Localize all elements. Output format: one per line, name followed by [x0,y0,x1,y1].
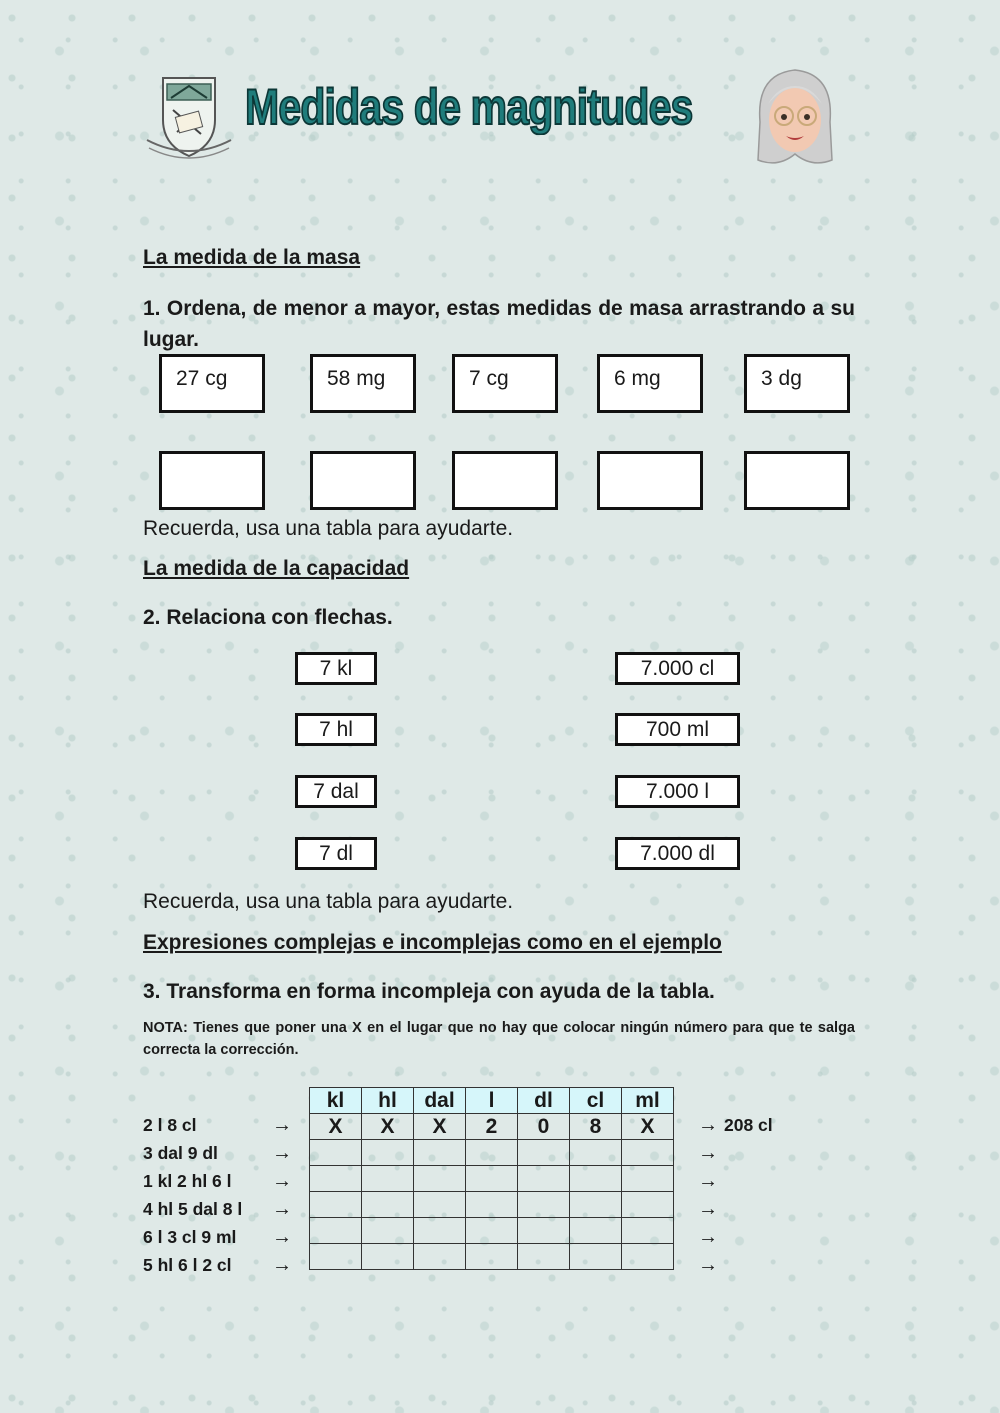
column-header: cl [570,1088,622,1114]
arrow-icon: → [272,1170,292,1192]
table-cell[interactable]: X [414,1114,466,1140]
arrow-icon: → [272,1142,292,1164]
table-row [310,1114,674,1140]
table-cell[interactable] [414,1192,466,1218]
section-heading-capacity: La medida de la capacidad [143,557,410,580]
table-cell[interactable] [362,1166,414,1192]
table-cell[interactable]: 0 [518,1114,570,1140]
table-cell[interactable] [310,1140,362,1166]
arrow-icon: → [698,1198,718,1220]
arrow-icon: → [272,1254,292,1276]
row-label: 6 l 3 cl 9 ml [143,1227,237,1247]
table-cell[interactable] [414,1140,466,1166]
table-cell[interactable] [362,1192,414,1218]
table-cell[interactable] [622,1192,674,1218]
table-cell[interactable] [570,1140,622,1166]
table-row [310,1192,674,1218]
drop-slot-5[interactable] [744,451,850,510]
table-row [310,1244,674,1270]
teacher-avatar-icon [752,62,838,170]
table-cell[interactable] [570,1244,622,1270]
note: NOTA: Tienes que poner una X en el lugar que no hay que colocar ningún número para que te salga correcta la corrección. [143,1020,855,1058]
row-label: 3 dal 9 dl [143,1143,218,1163]
table-cell[interactable] [414,1244,466,1270]
table-cell[interactable] [570,1166,622,1192]
reminder-2: Recuerda, usa una tabla para ayudarte. [143,890,514,913]
match-left-1[interactable]: 7 kl [295,652,377,685]
match-left-4[interactable]: 7 dl [295,837,377,870]
table-cell[interactable] [518,1140,570,1166]
drop-slot-3[interactable] [452,451,558,510]
table-cell[interactable] [414,1166,466,1192]
table-cell[interactable] [466,1218,518,1244]
table-cell[interactable] [362,1218,414,1244]
table-cell[interactable] [310,1192,362,1218]
table-cell[interactable] [622,1140,674,1166]
table-cell[interactable]: 8 [570,1114,622,1140]
table-cell[interactable]: X [362,1114,414,1140]
arrow-icon: → [272,1114,292,1136]
drop-slot-2[interactable] [310,451,416,510]
table-cell[interactable] [518,1244,570,1270]
reminder-1: Recuerda, usa una tabla para ayudarte. [143,517,514,540]
table-cell[interactable] [466,1166,518,1192]
table-cell[interactable] [310,1218,362,1244]
table-cell[interactable] [518,1218,570,1244]
table-cell[interactable] [622,1166,674,1192]
arrow-icon: → [698,1114,718,1136]
match-right-3[interactable]: 7.000 l [615,775,740,808]
drop-slot-1[interactable] [159,451,265,510]
row-label: 5 hl 6 l 2 cl [143,1255,232,1275]
table-row [310,1166,674,1192]
table-cell[interactable] [466,1192,518,1218]
table-cell[interactable] [622,1244,674,1270]
drop-slot-4[interactable] [597,451,703,510]
table-cell[interactable] [362,1140,414,1166]
mass-item-3[interactable]: 7 cg [452,354,558,413]
arrow-icon: → [272,1226,292,1248]
arrow-icon: → [698,1142,718,1164]
column-header: dal [414,1088,466,1114]
question-2: 2. Relaciona con flechas. [143,606,393,629]
mass-item-4[interactable]: 6 mg [597,354,703,413]
units-table [309,1087,674,1270]
table-cell[interactable] [518,1166,570,1192]
column-header: hl [362,1088,414,1114]
table-cell[interactable]: X [622,1114,674,1140]
table-cell[interactable] [570,1218,622,1244]
table-cell[interactable] [310,1244,362,1270]
table-cell[interactable] [414,1218,466,1244]
row-label: 2 l 8 cl [143,1115,197,1135]
table-cell[interactable] [570,1192,622,1218]
mass-item-1[interactable]: 27 cg [159,354,265,413]
page-title: Medidas de magnitudes [245,79,693,135]
table-row [310,1218,674,1244]
match-left-2[interactable]: 7 hl [295,713,377,746]
table-cell[interactable]: X [310,1114,362,1140]
table-cell[interactable] [362,1244,414,1270]
column-header: kl [310,1088,362,1114]
arrow-icon: → [698,1170,718,1192]
row-label: 4 hl 5 dal 8 l [143,1199,243,1219]
match-right-1[interactable]: 7.000 cl [615,652,740,685]
match-right-2[interactable]: 700 ml [615,713,740,746]
result-answer[interactable]: 208 cl [724,1115,773,1135]
section-heading-mass: La medida de la masa [143,246,361,269]
school-crest-icon [143,70,235,162]
table-cell[interactable] [466,1140,518,1166]
table-row [310,1140,674,1166]
question-3: 3. Transforma en forma incompleja con ayuda de la tabla. [143,980,715,1003]
table-cell[interactable]: 2 [466,1114,518,1140]
column-header: dl [518,1088,570,1114]
column-header: ml [622,1088,674,1114]
match-left-3[interactable]: 7 dal [295,775,377,808]
row-label: 1 kl 2 hl 6 l [143,1171,232,1191]
table-cell[interactable] [310,1166,362,1192]
mass-item-2[interactable]: 58 mg [310,354,416,413]
question-1: 1. Ordena, de menor a mayor, estas medidas de masa arrastrando a su lugar. [143,297,855,351]
section-heading-expressions: Expresiones complejas e incomplejas como en el ejemplo [143,931,722,954]
mass-item-5[interactable]: 3 dg [744,354,850,413]
table-cell[interactable] [466,1244,518,1270]
table-cell[interactable] [622,1218,674,1244]
column-header: l [466,1088,518,1114]
arrow-icon: → [698,1226,718,1248]
arrow-icon: → [272,1198,292,1220]
table-cell[interactable] [518,1192,570,1218]
arrow-icon: → [698,1254,718,1276]
match-right-4[interactable]: 7.000 dl [615,837,740,870]
